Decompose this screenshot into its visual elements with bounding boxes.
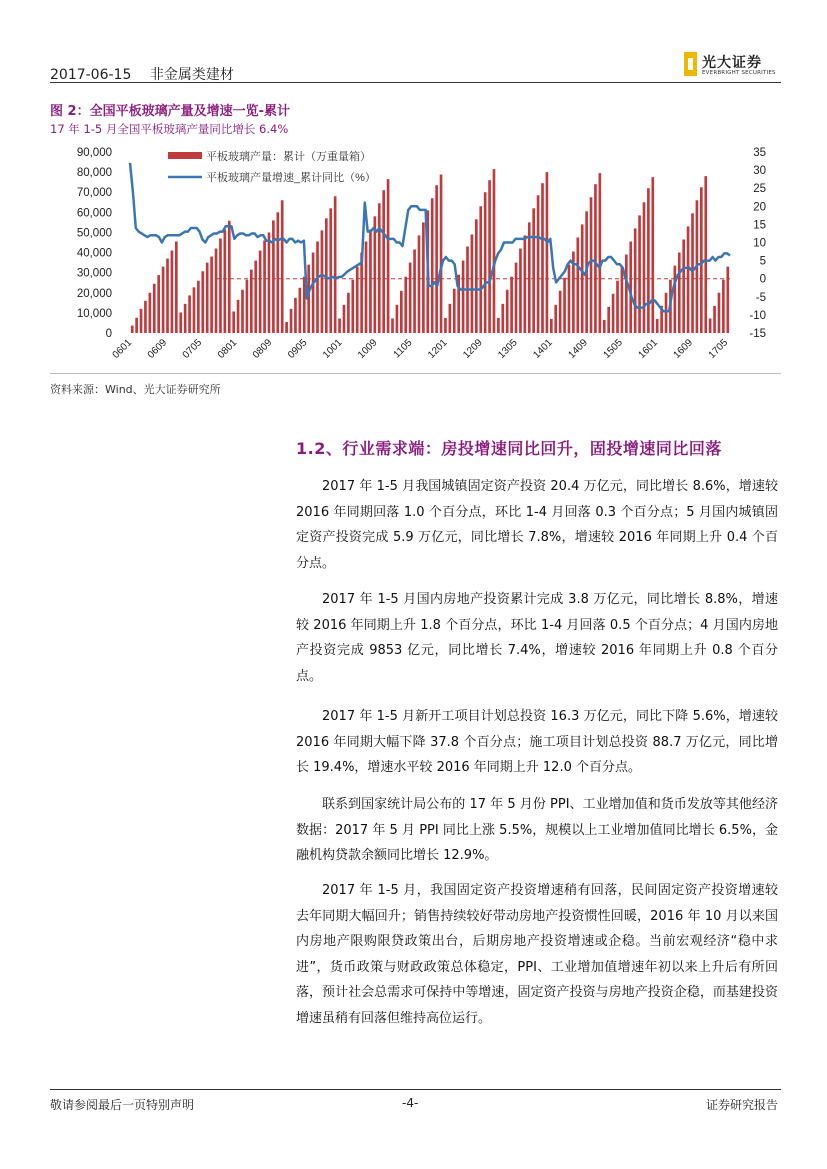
x-tick-label: 0601 xyxy=(110,337,135,361)
bar xyxy=(413,250,416,333)
bar xyxy=(506,290,509,333)
bar xyxy=(175,241,178,333)
logo-mark-icon xyxy=(684,52,697,76)
right-tick-label: -10 xyxy=(749,309,766,322)
bar xyxy=(157,275,160,333)
bar xyxy=(665,293,668,333)
bar xyxy=(409,263,412,333)
report-header-meta xyxy=(50,64,248,84)
right-tick-label: 20 xyxy=(753,201,766,214)
bar xyxy=(193,287,196,333)
bar xyxy=(382,190,385,333)
bar xyxy=(290,309,293,333)
left-tick-label: 90,000 xyxy=(76,147,112,159)
bar xyxy=(590,197,593,333)
bar xyxy=(299,288,302,333)
left-tick-label: 80,000 xyxy=(76,167,112,180)
bar xyxy=(621,268,624,333)
bar xyxy=(475,219,478,333)
bar xyxy=(228,221,231,333)
bar xyxy=(524,235,527,333)
left-tick-label: 70,000 xyxy=(76,187,112,200)
bar xyxy=(554,305,557,333)
bar xyxy=(321,230,324,333)
legend-bar-swatch xyxy=(168,152,202,159)
bar xyxy=(347,293,350,333)
report-category: 非金属类建材 xyxy=(149,67,234,83)
logo-name: 光大证券 xyxy=(702,55,762,71)
paragraph-1: 2017 年 1-5 月我国城镇固定资产投资 20.4 万亿元，同比增长 8.6%，增速较 2016 年同期回落 1.0 个百分点，环比 1-4 月回落 0.3 个百分点；5 月国内城镇固定资产投资完成 5.9 万亿元，同比增长 7.8%，增速较 2016 年同期上升 0.4 个百分点。 xyxy=(296,479,778,571)
bar xyxy=(612,294,615,333)
bar xyxy=(501,304,504,333)
x-tick-label: 1505 xyxy=(601,337,625,361)
page-number: -4- xyxy=(402,1096,419,1110)
left-tick-label: 10,000 xyxy=(76,307,112,320)
bar xyxy=(418,235,421,333)
bar xyxy=(515,263,518,333)
bar xyxy=(312,253,315,333)
bar xyxy=(215,249,218,333)
x-tick-label: 0609 xyxy=(145,337,170,361)
bar xyxy=(276,212,279,333)
bar xyxy=(576,237,579,333)
bar xyxy=(237,300,240,333)
x-tick-label: 1401 xyxy=(531,337,555,361)
bar xyxy=(634,228,637,333)
figure-divider xyxy=(50,373,781,374)
bar xyxy=(435,185,438,333)
x-tick-label: 1409 xyxy=(566,337,590,361)
bar xyxy=(334,196,337,333)
bar xyxy=(682,239,685,333)
left-tick-label: 30,000 xyxy=(76,267,112,280)
bar xyxy=(488,180,491,333)
bar xyxy=(519,249,522,333)
bar xyxy=(643,202,646,333)
bar xyxy=(131,326,134,333)
right-tick-label: -15 xyxy=(749,328,766,340)
right-tick-label: 25 xyxy=(753,183,766,196)
bar xyxy=(179,312,182,333)
bar xyxy=(594,184,597,333)
bar xyxy=(254,261,257,333)
bar xyxy=(219,238,222,333)
bar xyxy=(343,305,346,333)
left-tick-label: 0 xyxy=(105,328,112,340)
right-tick-label: -5 xyxy=(755,291,766,304)
bar xyxy=(369,229,372,333)
bar xyxy=(651,177,654,333)
bar xyxy=(272,220,275,333)
bar xyxy=(607,307,610,333)
bar xyxy=(259,251,262,333)
bar xyxy=(140,309,143,333)
bar xyxy=(241,290,244,333)
bar xyxy=(316,241,319,333)
bar xyxy=(563,278,566,333)
bar xyxy=(263,240,266,333)
bar xyxy=(396,305,399,333)
right-tick-label: 15 xyxy=(753,219,766,232)
bar xyxy=(356,267,359,333)
left-tick-label: 40,000 xyxy=(76,247,112,260)
bar xyxy=(599,173,602,333)
bar xyxy=(541,183,544,333)
bar xyxy=(162,267,165,333)
figure-title: 图 2：全国平板玻璃产量及增速一览-累计 xyxy=(50,104,290,119)
bar xyxy=(550,319,553,333)
x-tick-label: 1601 xyxy=(636,337,661,361)
bar xyxy=(329,208,332,333)
bar xyxy=(546,172,549,333)
x-tick-label: 0801 xyxy=(215,337,240,361)
bar xyxy=(387,179,390,333)
bar xyxy=(144,301,147,333)
bar xyxy=(603,320,606,333)
bar xyxy=(206,263,209,333)
bar xyxy=(722,280,725,333)
left-axis xyxy=(77,147,112,340)
bar xyxy=(400,291,403,333)
bar xyxy=(647,188,650,333)
x-tick-label: 0809 xyxy=(250,337,275,361)
x-tick-label: 0905 xyxy=(285,337,310,361)
figure-subtitle: 17 年 1-5 月全国平板玻璃产量同比增长 6.4% xyxy=(50,122,289,136)
paragraph-5: 2017 年 1-5 月，我国固定资产投资增速稍有回落，民间固定资产投资增速较去年同期大幅回升；销售持续较好带动房地产投资惯性回暖，2016 年 10 月以来国内房地产限购限贷政策出台，后期房地产投资增速或企稳。当前宏观经济“稳中求进”，货币政策与财政政策总体稳定，PPI、工业增加值增速年初以来上升后有所回落，预计社会总需求可保持中等增速，固定资产投资与房地产投资企稳，而基建投资增速虽稍有回落但维持高位运行。 xyxy=(296,883,778,1026)
legend-bar-label: 平板玻璃产量：累计（万重量箱） xyxy=(206,151,371,163)
left-tick-label: 20,000 xyxy=(76,287,112,300)
bar xyxy=(484,192,487,333)
bar xyxy=(528,222,531,333)
bar xyxy=(224,229,227,333)
bar xyxy=(493,169,496,333)
chart-legend xyxy=(168,149,376,184)
company-logo xyxy=(684,52,780,78)
bar xyxy=(691,213,694,333)
bar xyxy=(431,198,434,333)
left-tick-label: 50,000 xyxy=(76,227,112,240)
right-tick-label: 35 xyxy=(753,147,766,159)
section-heading: 1.2、行业需求端：房投增速同比回升，固投增速同比回落 xyxy=(296,439,722,458)
paragraph-2: 2017 年 1-5 月国内房地产投资累计完成 3.8 万亿元，同比增长 8.8%，增速较 2016 年同期上升 1.8 个百分点，环比 1-4 月回落 0.5 个百分点；4 月国内房地产投资完成 9853 亿元，同比增长 7.4%，增速较 2016 年同期上升 0.8 个百分点。 xyxy=(296,592,778,684)
bar xyxy=(700,187,703,333)
bar xyxy=(294,298,297,333)
bar xyxy=(718,293,721,333)
bar xyxy=(674,266,677,333)
bar xyxy=(532,208,535,333)
bar xyxy=(374,216,377,333)
bar xyxy=(378,203,381,333)
legend-line-label: 平板玻璃产量增速_累计同比（%） xyxy=(206,172,376,184)
bar xyxy=(453,289,456,333)
bar xyxy=(153,284,156,333)
bar xyxy=(656,319,659,333)
right-tick-label: 10 xyxy=(753,237,766,250)
bar xyxy=(338,319,341,333)
header-divider xyxy=(50,82,781,83)
bar xyxy=(687,226,690,333)
x-tick-label: 1009 xyxy=(356,337,380,361)
bar xyxy=(171,251,174,333)
left-tick-label: 60,000 xyxy=(76,207,112,220)
bar xyxy=(471,234,474,333)
bar xyxy=(440,175,443,333)
glass-output-chart xyxy=(50,140,781,372)
bar xyxy=(616,281,619,333)
footer-divider xyxy=(50,1089,781,1090)
bar xyxy=(351,280,354,333)
bar xyxy=(404,277,407,333)
figure-source: 资料来源：Wind、光大证券研究所 xyxy=(50,383,221,396)
x-tick-label: 0705 xyxy=(180,337,205,361)
bar xyxy=(268,232,271,333)
bar xyxy=(281,200,284,333)
bar xyxy=(188,295,191,333)
bar xyxy=(444,318,447,333)
bar xyxy=(713,306,716,333)
x-tick-label: 1201 xyxy=(426,337,450,361)
x-axis xyxy=(111,337,731,361)
right-tick-label: 5 xyxy=(759,255,766,268)
bar xyxy=(678,253,681,333)
report-date: 2017-06-15 xyxy=(50,67,132,83)
bar xyxy=(625,255,628,333)
bar xyxy=(726,267,729,333)
bar xyxy=(285,322,288,333)
bar xyxy=(559,291,562,333)
paragraph-3: 2017 年 1-5 月新开工项目计划总投资 16.3 万亿元，同比下降 5.6%，增速较 2016 年同期大幅下降 37.8 个百分点；施工项目计划总投资 88.7 万亿元，同比增长 19.4%，增速水平较 2016 年同期上升 12.0 个百分点。 xyxy=(296,709,778,775)
bar xyxy=(184,304,187,333)
bar xyxy=(537,195,540,333)
logo-subtitle: EVERBRIGHT SECURITIES xyxy=(702,70,776,76)
x-tick-label: 1001 xyxy=(321,337,345,361)
paragraph-4: 联系到国家统计局公布的 17 年 5 月份 PPI、工业增加值和货币发放等其他经济数据：2017 年 5 月 PPI 同比上涨 5.5%，规模以上工业增加值同比增长 6.5%，金融机构贷款余额同比增长 12.9%。 xyxy=(296,797,778,863)
bar xyxy=(709,319,712,333)
bar xyxy=(201,271,204,333)
x-tick-label: 1305 xyxy=(496,337,520,361)
bar xyxy=(166,259,169,333)
bar xyxy=(704,176,707,333)
bar xyxy=(422,222,425,333)
bar xyxy=(638,215,641,333)
bar xyxy=(568,265,571,333)
bar xyxy=(210,257,213,333)
bar xyxy=(197,281,200,333)
x-tick-label: 1105 xyxy=(391,337,415,361)
right-axis xyxy=(749,147,766,340)
bar xyxy=(246,280,249,333)
bar xyxy=(365,241,368,333)
bar xyxy=(149,293,152,333)
x-tick-label: 1609 xyxy=(671,337,696,361)
bar xyxy=(232,311,235,333)
footer-disclaimer: 敬请参阅最后一页特别声明 xyxy=(50,1098,195,1112)
x-tick-label: 1705 xyxy=(706,337,731,361)
bar xyxy=(135,318,138,333)
bar xyxy=(462,261,465,333)
footer-report-type: 证券研究报告 xyxy=(706,1098,779,1112)
x-tick-label: 1209 xyxy=(461,337,485,361)
bar xyxy=(391,319,394,333)
bar xyxy=(479,206,482,333)
bar xyxy=(510,277,513,333)
right-tick-label: 0 xyxy=(759,273,766,286)
bar xyxy=(497,318,500,333)
bar xyxy=(449,304,452,333)
right-tick-label: 30 xyxy=(753,165,766,178)
